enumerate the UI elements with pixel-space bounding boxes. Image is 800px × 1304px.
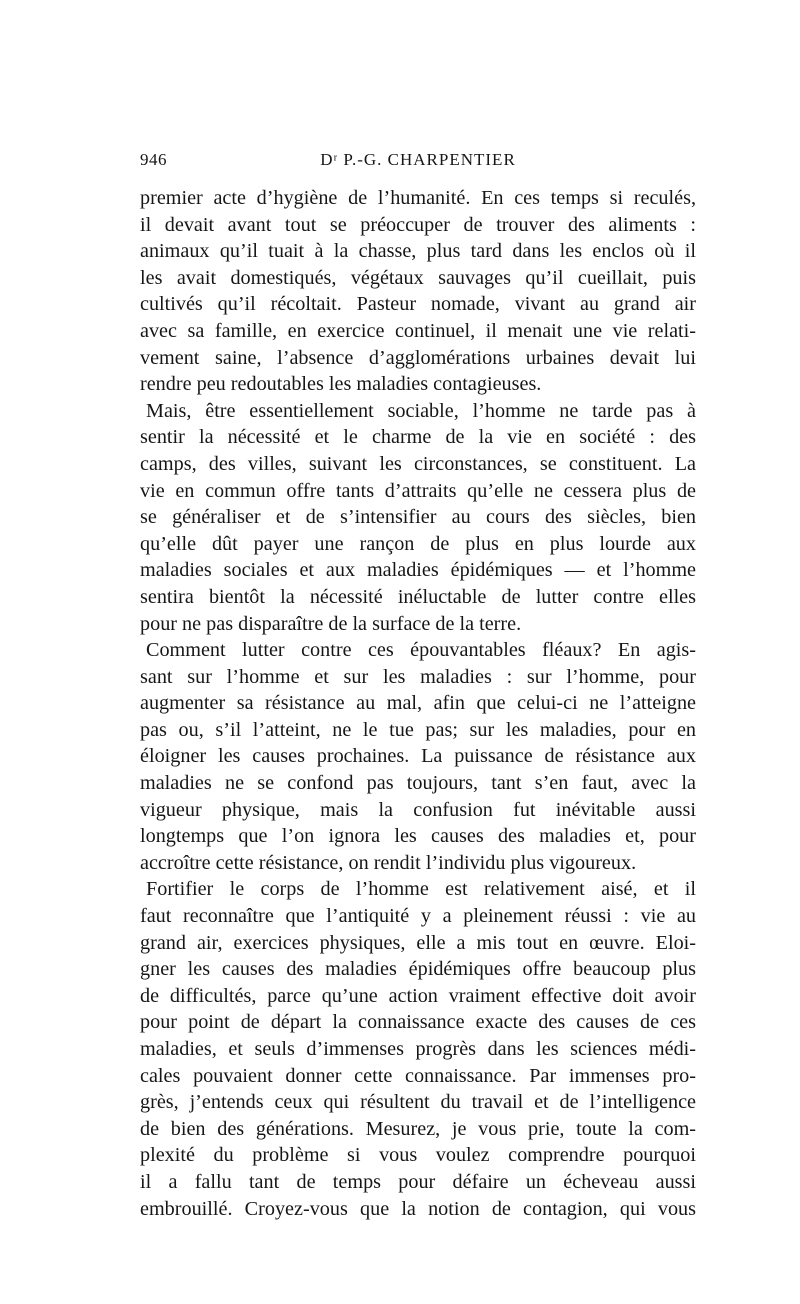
text-line: de bien des générations. Mesurez, je vous prie, toute la com-	[140, 1117, 696, 1140]
text-line: il a fallu tant de temps pour défaire un écheveau aussi	[140, 1170, 696, 1193]
text-line: rendre peu redoutables les maladies contagieuses.	[140, 373, 542, 396]
text-line: gner les causes des maladies épidémiques offre beaucoup plus	[140, 958, 696, 981]
text-line: éloigner les causes prochaines. La puissance de résistance aux	[140, 745, 696, 768]
text-line: maladies sociales et aux maladies épidémiques — et l’homme	[140, 559, 696, 582]
paragraph	[140, 185, 696, 398]
text-line: maladies, et seuls d’immenses progrès dans les sciences médi-	[140, 1038, 696, 1060]
text-line: sentira bientôt la nécessité inéluctable de lutter contre elles	[140, 585, 696, 608]
text-line: cales pouvaient donner cette connaissance. Par immenses pro-	[140, 1064, 696, 1087]
text-line: vigueur physique, mais la confusion fut inévitable aussi	[140, 798, 696, 821]
text-line: se généraliser et de s’intensifier au cours des siècles, bien	[140, 506, 696, 529]
paragraph	[140, 637, 696, 876]
paragraph	[140, 398, 696, 637]
text-line: il devait avant tout se préoccuper de trouver des aliments :	[140, 213, 696, 236]
paragraph	[140, 876, 696, 1222]
text-line: pour point de départ la connaissance exacte des causes de ces	[140, 1011, 696, 1034]
text-line: vement saine, l’absence d’agglomérations urbaines devait lui	[140, 346, 696, 369]
text-line: Fortifier le corps de l’homme est relativement aisé, et il	[146, 878, 696, 901]
text-line: grès, j’entends ceux qui résultent du travail et de l’intelligence	[140, 1091, 696, 1114]
text-line: grand air, exercices physiques, elle a mis tout en œuvre. Eloi-	[140, 931, 696, 954]
text-line: avec sa famille, en exercice continuel, il menait une vie relati-	[140, 319, 696, 342]
text-line: camps, des villes, suivant les circonstances, se constituent. La	[140, 452, 696, 475]
text-line: maladies ne se confond pas toujours, tant s’en faut, avec la	[140, 772, 696, 795]
text-line: longtemps que l’on ignora les causes des maladies et, pour	[140, 825, 696, 848]
page-number: 946	[140, 150, 167, 169]
body-text	[140, 185, 696, 1222]
running-head	[140, 150, 696, 176]
text-line: embrouillé. Croyez-vous que la notion de contagion, qui vous	[140, 1197, 696, 1220]
text-line: pour ne pas disparaître de la surface de la terre.	[140, 612, 522, 635]
text-line: premier acte d’hygiène de l’humanité. En ces temps si reculés,	[140, 187, 696, 209]
text-line: accroître cette résistance, on rendit l’individu plus vigoureux.	[140, 851, 637, 874]
text-line: qu’elle dût payer une rançon de plus en plus lourde aux	[140, 532, 696, 555]
text-line: pas ou, s’il l’atteint, ne le tue pas; sur les maladies, pour en	[140, 718, 696, 741]
text-line: plexité du problème si vous voulez comprendre pourquoi	[140, 1144, 696, 1167]
text-line: faut reconnaître que l’antiquité y a pleinement réussi : vie au	[140, 905, 696, 928]
text-line: vie en commun offre tants d’attraits qu’elle ne cessera plus de	[140, 479, 696, 502]
text-line: sant sur l’homme et sur les maladies : sur l’homme, pour	[140, 665, 696, 688]
text-line: cultivés qu’il récoltait. Pasteur nomade, vivant au grand air	[140, 293, 696, 316]
running-head-title: Dʳ P.-G. CHARPENTIER	[320, 150, 516, 169]
text-line: sentir la nécessité et le charme de la vie en société : des	[140, 426, 696, 449]
text-line: augmenter sa résistance au mal, afin que celui-ci ne l’atteigne	[140, 692, 696, 715]
text-line: Mais, être essentiellement sociable, l’homme ne tarde pas à	[146, 399, 696, 422]
text-line: les avait domestiqués, végétaux sauvages qu’il cueillait, puis	[140, 266, 696, 289]
text-line: animaux qu’il tuait à la chasse, plus tard dans les enclos où il	[140, 240, 696, 263]
text-line: Comment lutter contre ces épouvantables fléaux? En agis-	[146, 639, 696, 662]
text-line: de difficultés, parce qu’une action vraiment effective doit avoir	[140, 984, 696, 1007]
